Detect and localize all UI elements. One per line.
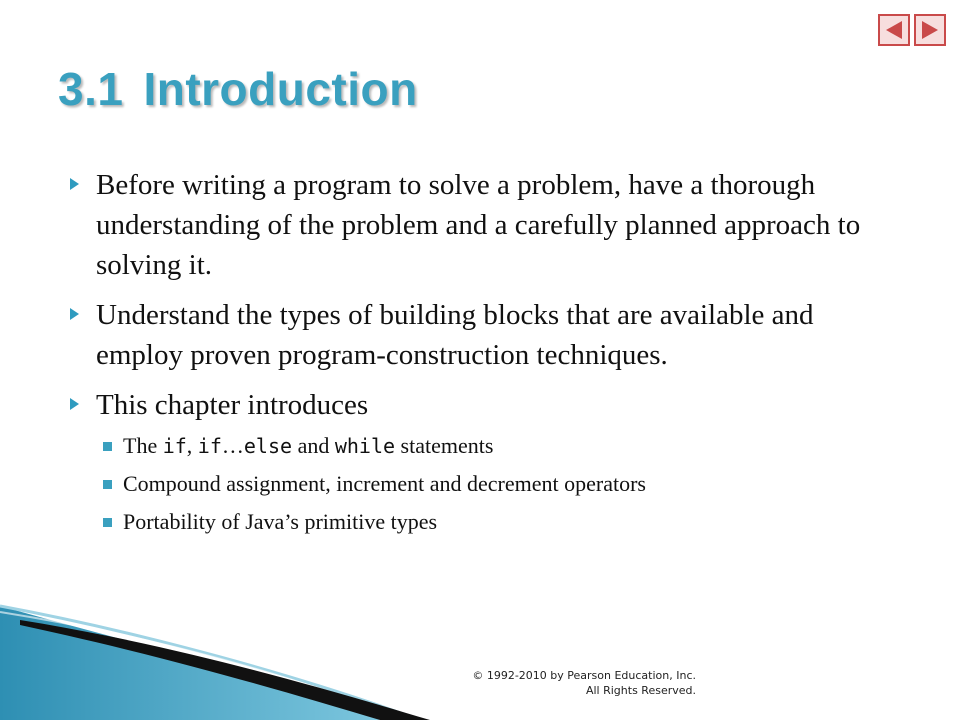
title-number: 3.1 bbox=[58, 63, 124, 115]
bullet-text: Understand the types of building blocks that are available and employ proven program-construction techniques. bbox=[96, 299, 814, 371]
title-text: Introduction bbox=[143, 63, 418, 115]
next-slide-button[interactable] bbox=[914, 14, 946, 46]
triangle-bullet-icon bbox=[70, 398, 79, 410]
square-bullet-icon bbox=[103, 442, 112, 451]
slide-body bbox=[66, 165, 896, 547]
previous-slide-button[interactable] bbox=[878, 14, 910, 46]
sub-bullet-item: Compound assignment, increment and decrement operators bbox=[96, 471, 896, 497]
copyright-notice bbox=[472, 668, 696, 698]
copyright-line: © 1992-2010 by Pearson Education, Inc. bbox=[472, 669, 696, 682]
bullet-item bbox=[66, 295, 896, 375]
square-bullet-icon bbox=[103, 480, 112, 489]
bullet-text: This chapter introduces bbox=[96, 389, 369, 421]
sub-bullet-item: Portability of Java’s primitive types bbox=[96, 509, 896, 535]
sub-bullet-list bbox=[96, 433, 896, 535]
slide-navigation bbox=[878, 14, 946, 46]
left-triangle-icon bbox=[883, 19, 905, 41]
triangle-bullet-icon bbox=[70, 308, 79, 320]
slide-title bbox=[58, 62, 418, 116]
triangle-bullet-icon bbox=[70, 178, 79, 190]
right-triangle-icon bbox=[919, 19, 941, 41]
rights-line: All Rights Reserved. bbox=[585, 684, 696, 697]
square-bullet-icon bbox=[103, 518, 112, 527]
bullet-item bbox=[66, 165, 896, 285]
bullet-item bbox=[66, 385, 896, 425]
bullet-text: Before writing a program to solve a problem, have a thorough understanding of the problem and a carefully planned approach to solving it. bbox=[96, 169, 861, 281]
sub-bullet-item: The if, if…else and while statements bbox=[96, 433, 896, 459]
